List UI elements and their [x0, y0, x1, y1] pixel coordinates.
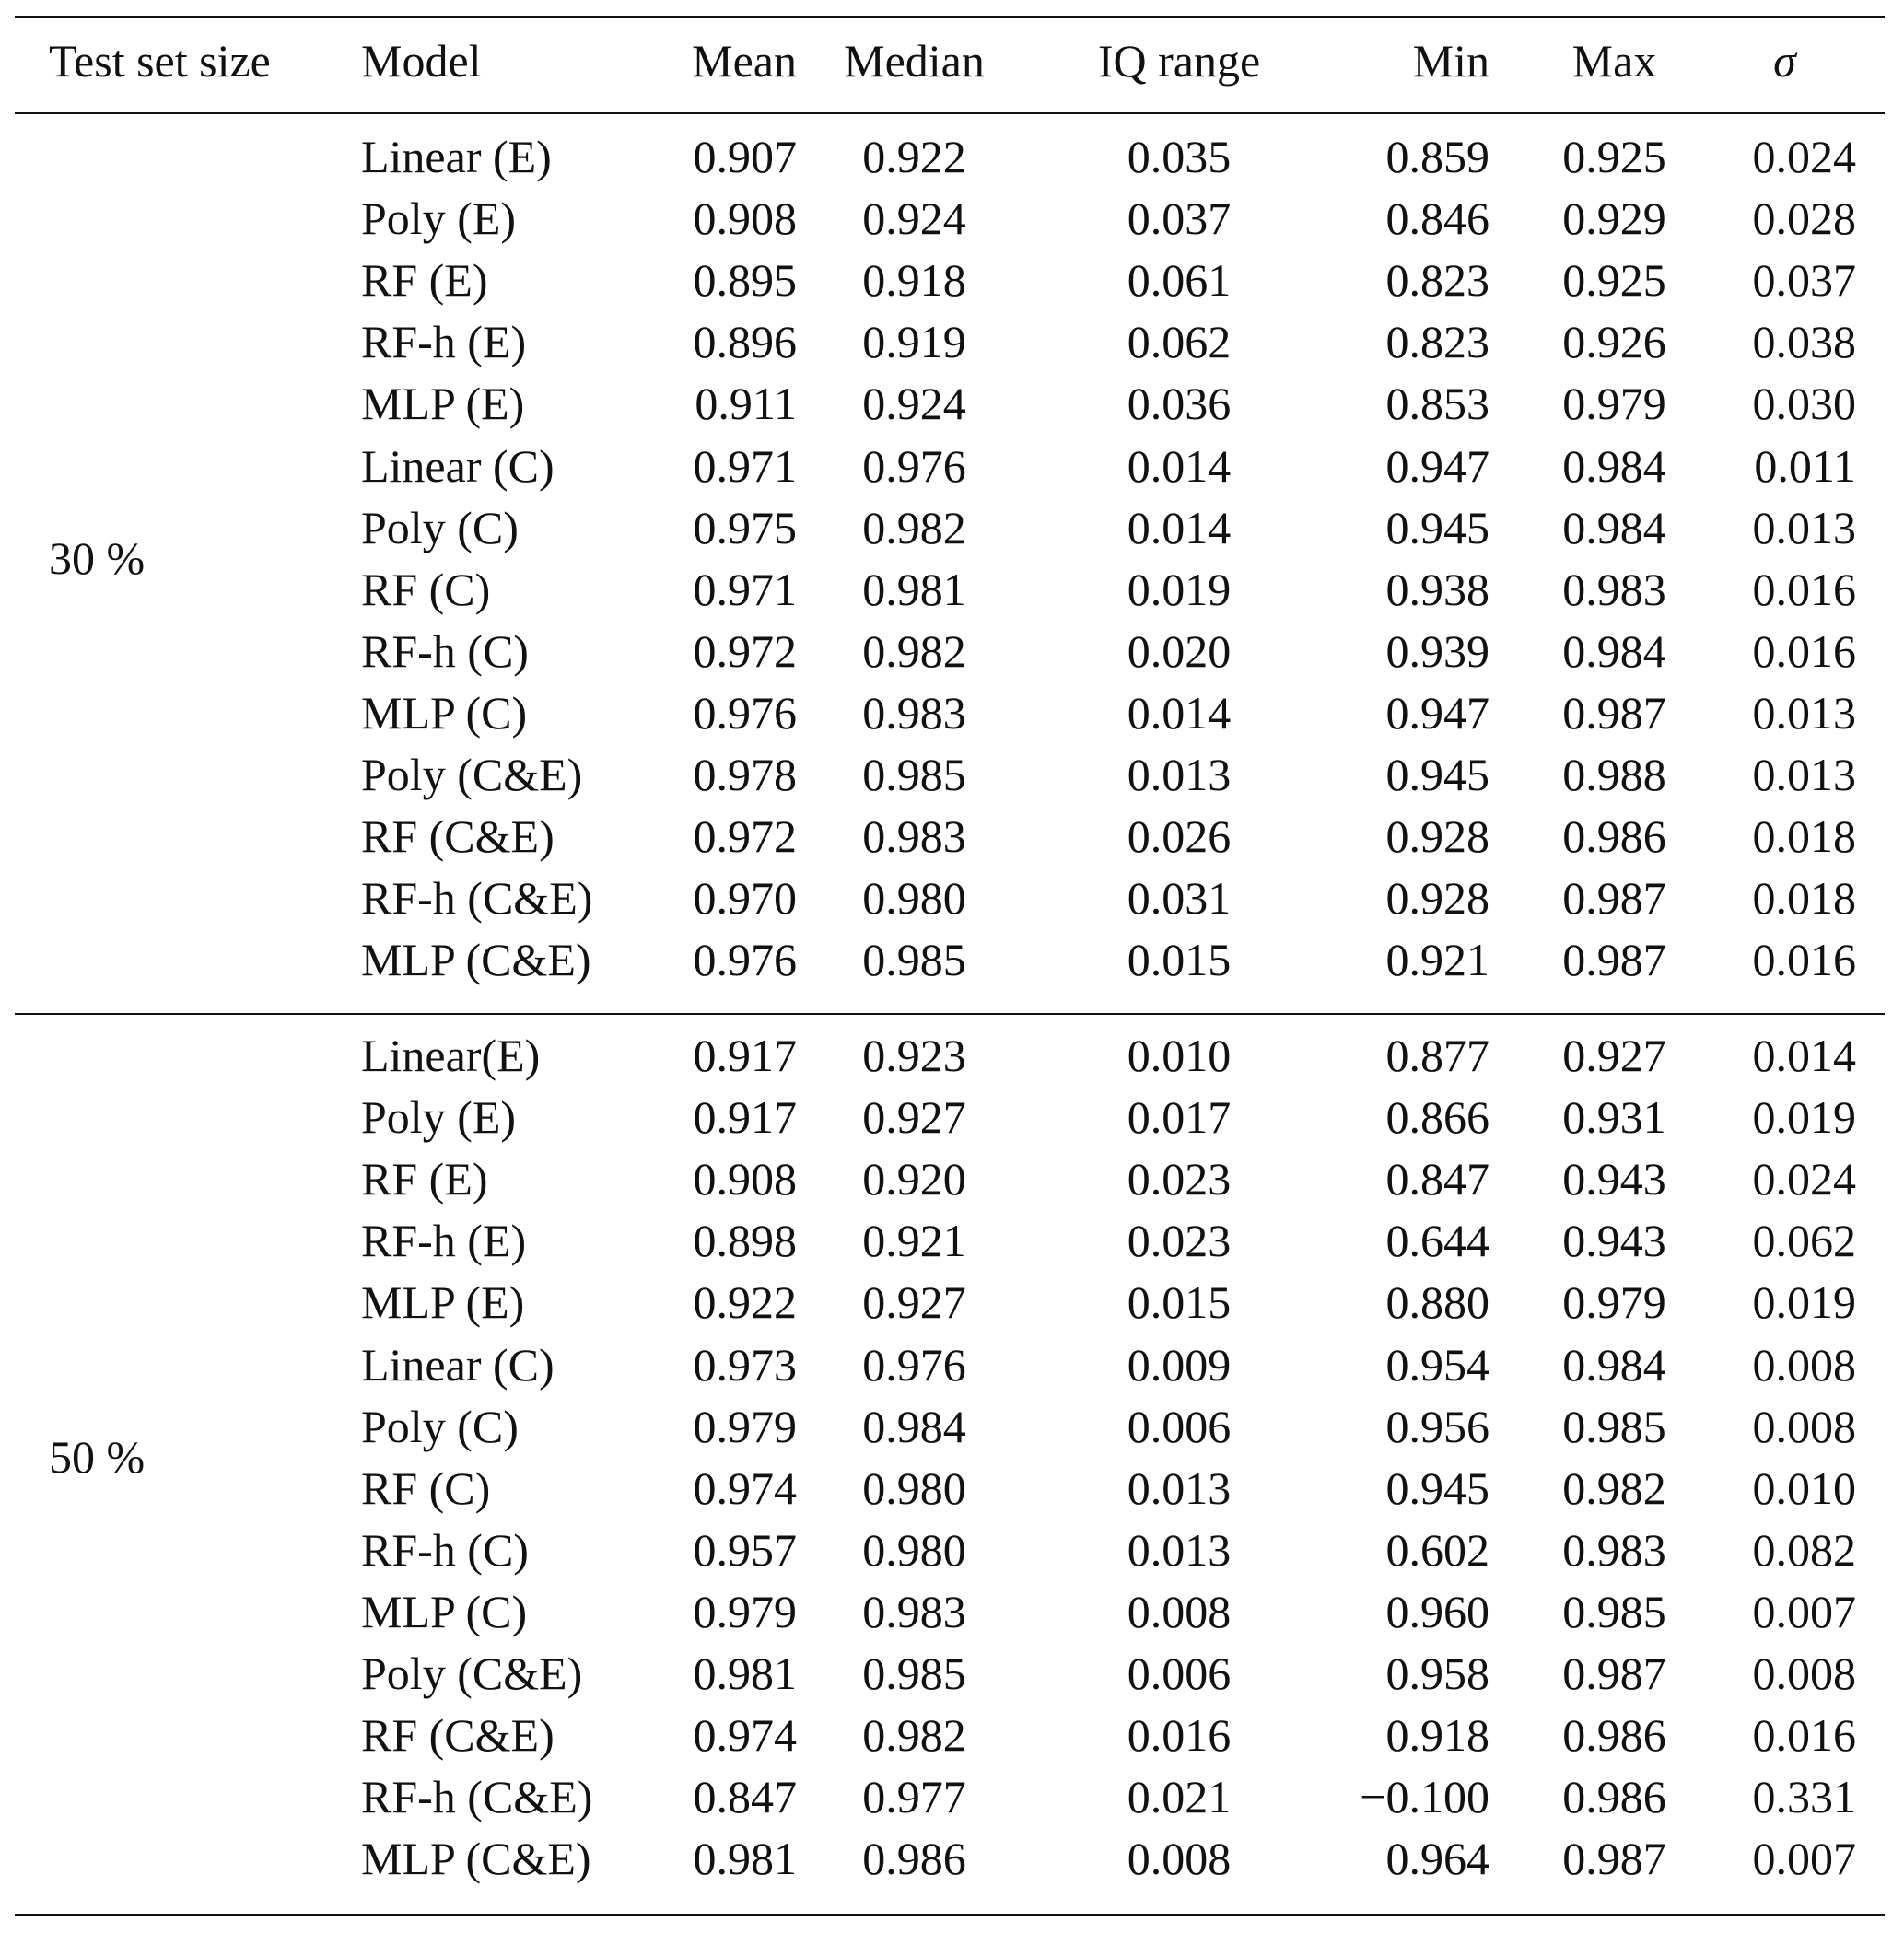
cell-iq-range: 0.009 — [1127, 1338, 1232, 1391]
cell-median: 0.983 — [862, 1585, 966, 1637]
cell-median: 0.924 — [862, 192, 966, 245]
cell-median: 0.918 — [862, 254, 966, 307]
cell-mean: 0.957 — [693, 1523, 797, 1576]
cell-model: Linear (E) — [361, 131, 552, 182]
cell-min: 0.880 — [1385, 1276, 1489, 1329]
cell-sigma: 0.016 — [1752, 563, 1856, 615]
cell-model: Poly (C&E) — [361, 749, 583, 800]
cell-min: 0.644 — [1385, 1215, 1489, 1267]
cell-mean: 0.922 — [693, 1276, 797, 1329]
cell-min: 0.960 — [1385, 1585, 1489, 1637]
cell-model: RF (C&E) — [361, 1709, 555, 1762]
cell-min: 0.964 — [1385, 1833, 1489, 1885]
cell-sigma: 0.016 — [1752, 624, 1856, 677]
header-test-set-size: Test set size — [49, 35, 271, 87]
cell-iq-range: 0.031 — [1127, 872, 1232, 925]
cell-min: 0.847 — [1385, 1153, 1489, 1205]
cell-median: 0.980 — [862, 1461, 966, 1514]
cell-sigma: 0.008 — [1752, 1648, 1856, 1699]
cell-sigma: 0.007 — [1752, 1833, 1856, 1885]
cell-iq-range: 0.017 — [1127, 1091, 1232, 1144]
cell-median: 0.923 — [862, 1030, 966, 1081]
cell-min: 0.956 — [1385, 1400, 1489, 1452]
cell-iq-range: 0.008 — [1127, 1833, 1232, 1885]
cell-model: RF (C) — [361, 563, 491, 615]
cell-sigma: 0.037 — [1752, 254, 1856, 307]
cell-model: RF-h (C&E) — [361, 872, 593, 925]
cell-sigma: 0.018 — [1752, 872, 1856, 925]
cell-model: MLP (C&E) — [361, 934, 591, 986]
cell-median: 0.982 — [862, 501, 966, 553]
cell-min: 0.823 — [1385, 316, 1489, 368]
cell-iq-range: 0.006 — [1127, 1648, 1232, 1699]
cell-iq-range: 0.013 — [1127, 1523, 1232, 1576]
cell-min: 0.853 — [1385, 378, 1489, 430]
cell-model: Poly (E) — [361, 192, 517, 245]
cell-sigma: 0.010 — [1752, 1461, 1856, 1514]
cell-iq-range: 0.021 — [1127, 1771, 1232, 1823]
cell-model: Linear(E) — [361, 1030, 541, 1081]
cell-iq-range: 0.016 — [1127, 1709, 1232, 1762]
cell-mean: 0.973 — [693, 1338, 797, 1391]
cell-model: RF-h (C) — [361, 624, 529, 677]
cell-median: 0.985 — [862, 749, 966, 800]
cell-model: Poly (E) — [361, 1091, 517, 1144]
cell-model: MLP (E) — [361, 378, 525, 430]
cell-model: RF (C&E) — [361, 810, 555, 863]
cell-sigma: 0.082 — [1752, 1523, 1856, 1576]
cell-median: 0.982 — [862, 624, 966, 677]
cell-iq-range: 0.023 — [1127, 1153, 1232, 1205]
cell-iq-range: 0.062 — [1127, 316, 1232, 368]
cell-sigma: 0.024 — [1752, 1153, 1856, 1205]
cell-median: 0.985 — [862, 1648, 966, 1699]
cell-model: MLP (C) — [361, 686, 528, 739]
group-separator-rule — [15, 1013, 1885, 1015]
cell-max: 0.984 — [1562, 1338, 1666, 1391]
cell-mean: 0.974 — [693, 1461, 797, 1514]
cell-model: RF (E) — [361, 1153, 488, 1205]
cell-iq-range: 0.023 — [1127, 1215, 1232, 1267]
cell-max: 0.988 — [1562, 749, 1666, 800]
cell-sigma: 0.331 — [1752, 1771, 1856, 1823]
cell-median: 0.985 — [862, 934, 966, 986]
cell-min: 0.947 — [1385, 439, 1489, 492]
table-top-rule — [15, 16, 1885, 18]
cell-iq-range: 0.035 — [1127, 131, 1232, 182]
cell-mean: 0.976 — [693, 686, 797, 739]
header-model: Model — [361, 35, 482, 87]
cell-median: 0.920 — [862, 1153, 966, 1205]
cell-mean: 0.898 — [693, 1215, 797, 1267]
cell-median: 0.984 — [862, 1400, 966, 1452]
cell-mean: 0.896 — [693, 316, 797, 368]
cell-median: 0.980 — [862, 1523, 966, 1576]
cell-max: 0.984 — [1562, 439, 1666, 492]
cell-median: 0.983 — [862, 686, 966, 739]
cell-min: 0.945 — [1385, 1461, 1489, 1514]
cell-sigma: 0.016 — [1752, 1709, 1856, 1762]
cell-iq-range: 0.036 — [1127, 378, 1232, 430]
cell-median: 0.976 — [862, 439, 966, 492]
cell-min: 0.866 — [1385, 1091, 1489, 1144]
header-max: Max — [1571, 35, 1657, 87]
cell-iq-range: 0.013 — [1127, 749, 1232, 800]
cell-max: 0.925 — [1562, 131, 1666, 182]
cell-iq-range: 0.061 — [1127, 254, 1232, 307]
cell-sigma: 0.062 — [1752, 1215, 1856, 1267]
cell-max: 0.987 — [1562, 1833, 1666, 1885]
cell-min: 0.921 — [1385, 934, 1489, 986]
header-min: Min — [1412, 35, 1489, 87]
test-set-size-label: 30 % — [49, 532, 146, 585]
cell-min: 0.823 — [1385, 254, 1489, 307]
cell-max: 0.987 — [1562, 686, 1666, 739]
cell-min: 0.928 — [1385, 872, 1489, 925]
cell-median: 0.980 — [862, 872, 966, 925]
cell-max: 0.926 — [1562, 316, 1666, 368]
cell-mean: 0.972 — [693, 810, 797, 863]
cell-median: 0.986 — [862, 1833, 966, 1885]
cell-min: 0.945 — [1385, 501, 1489, 553]
cell-max: 0.943 — [1562, 1153, 1666, 1205]
cell-sigma: 0.007 — [1752, 1585, 1856, 1637]
cell-min: 0.877 — [1385, 1030, 1489, 1081]
cell-model: MLP (C&E) — [361, 1833, 591, 1885]
cell-sigma: 0.016 — [1752, 934, 1856, 986]
cell-min: 0.928 — [1385, 810, 1489, 863]
cell-sigma: 0.013 — [1752, 749, 1856, 800]
cell-mean: 0.971 — [693, 439, 797, 492]
cell-mean: 0.976 — [693, 934, 797, 986]
cell-model: RF (C) — [361, 1461, 491, 1514]
cell-min: 0.938 — [1385, 563, 1489, 615]
header-iq-range: IQ range — [1097, 35, 1261, 87]
cell-iq-range: 0.015 — [1127, 1276, 1232, 1329]
cell-min: 0.958 — [1385, 1648, 1489, 1699]
cell-mean: 0.972 — [693, 624, 797, 677]
cell-sigma: 0.038 — [1752, 316, 1856, 368]
cell-iq-range: 0.006 — [1127, 1400, 1232, 1452]
cell-max: 0.927 — [1562, 1030, 1666, 1081]
cell-min: 0.945 — [1385, 749, 1489, 800]
cell-sigma: 0.018 — [1752, 810, 1856, 863]
cell-median: 0.981 — [862, 563, 966, 615]
cell-mean: 0.981 — [693, 1833, 797, 1885]
cell-model: RF (E) — [361, 254, 488, 307]
cell-mean: 0.895 — [693, 254, 797, 307]
cell-mean: 0.975 — [693, 501, 797, 553]
table-bottom-rule — [15, 1914, 1885, 1916]
cell-median: 0.982 — [862, 1709, 966, 1762]
cell-max: 0.986 — [1562, 810, 1666, 863]
cell-model: Poly (C) — [361, 1400, 519, 1452]
cell-median: 0.976 — [862, 1338, 966, 1391]
cell-iq-range: 0.008 — [1127, 1585, 1232, 1637]
cell-model: Poly (C&E) — [361, 1648, 583, 1699]
cell-max: 0.931 — [1562, 1091, 1666, 1144]
cell-iq-range: 0.015 — [1127, 934, 1232, 986]
cell-max: 0.987 — [1562, 1648, 1666, 1699]
cell-max: 0.983 — [1562, 563, 1666, 615]
cell-median: 0.919 — [862, 316, 966, 368]
cell-mean: 0.908 — [693, 192, 797, 245]
header-rule — [15, 112, 1885, 114]
cell-median: 0.927 — [862, 1276, 966, 1329]
cell-mean: 0.970 — [693, 872, 797, 925]
cell-max: 0.986 — [1562, 1709, 1666, 1762]
cell-mean: 0.917 — [693, 1091, 797, 1144]
cell-sigma: 0.024 — [1752, 131, 1856, 182]
cell-sigma: 0.030 — [1752, 378, 1856, 430]
cell-median: 0.922 — [862, 131, 966, 182]
cell-mean: 0.979 — [693, 1585, 797, 1637]
cell-max: 0.984 — [1562, 501, 1666, 553]
cell-min: −0.100 — [1360, 1771, 1489, 1823]
cell-min: 0.918 — [1385, 1709, 1489, 1762]
cell-model: RF-h (E) — [361, 1215, 527, 1267]
cell-model: Linear (C) — [361, 1338, 555, 1391]
cell-mean: 0.981 — [693, 1648, 797, 1699]
cell-mean: 0.907 — [693, 131, 797, 182]
cell-max: 0.982 — [1562, 1461, 1666, 1514]
cell-mean: 0.979 — [693, 1400, 797, 1452]
cell-max: 0.979 — [1562, 1276, 1666, 1329]
cell-model: RF-h (C&E) — [361, 1771, 593, 1823]
cell-model: MLP (E) — [361, 1276, 525, 1329]
cell-model: MLP (C) — [361, 1585, 528, 1637]
cell-sigma: 0.028 — [1752, 192, 1856, 245]
cell-max: 0.984 — [1562, 624, 1666, 677]
cell-mean: 0.911 — [695, 378, 797, 430]
cell-median: 0.977 — [862, 1771, 966, 1823]
cell-median: 0.924 — [862, 378, 966, 430]
cell-min: 0.859 — [1385, 131, 1489, 182]
cell-min: 0.947 — [1385, 686, 1489, 739]
cell-iq-range: 0.026 — [1127, 810, 1232, 863]
cell-min: 0.954 — [1385, 1338, 1489, 1391]
cell-iq-range: 0.019 — [1127, 563, 1232, 615]
cell-median: 0.983 — [862, 810, 966, 863]
cell-iq-range: 0.014 — [1127, 686, 1232, 739]
cell-min: 0.939 — [1385, 624, 1489, 677]
cell-iq-range: 0.014 — [1127, 439, 1232, 492]
cell-max: 0.986 — [1562, 1771, 1666, 1823]
header-sigma: σ — [1773, 35, 1796, 87]
cell-model: RF-h (C) — [361, 1523, 529, 1576]
cell-sigma: 0.019 — [1752, 1276, 1856, 1329]
header-mean: Mean — [692, 35, 797, 87]
cell-mean: 0.974 — [693, 1709, 797, 1762]
test-set-size-label: 50 % — [49, 1431, 146, 1484]
cell-sigma: 0.008 — [1752, 1338, 1856, 1391]
cell-model: RF-h (E) — [361, 316, 527, 368]
cell-sigma: 0.019 — [1752, 1091, 1856, 1144]
cell-min: 0.846 — [1385, 192, 1489, 245]
cell-median: 0.921 — [862, 1215, 966, 1267]
cell-model: Poly (C) — [361, 501, 519, 553]
cell-sigma: 0.013 — [1752, 686, 1856, 739]
cell-mean: 0.917 — [693, 1030, 797, 1081]
cell-sigma: 0.013 — [1752, 501, 1856, 553]
cell-max: 0.987 — [1562, 872, 1666, 925]
cell-mean: 0.971 — [693, 563, 797, 615]
cell-max: 0.985 — [1562, 1585, 1666, 1637]
cell-mean: 0.978 — [693, 749, 797, 800]
cell-max: 0.983 — [1562, 1523, 1666, 1576]
cell-sigma: 0.008 — [1752, 1400, 1856, 1452]
cell-model: Linear (C) — [361, 439, 555, 492]
cell-mean: 0.847 — [693, 1771, 797, 1823]
cell-iq-range: 0.010 — [1127, 1030, 1232, 1081]
cell-iq-range: 0.037 — [1127, 192, 1232, 245]
cell-sigma: 0.014 — [1752, 1030, 1856, 1081]
cell-max: 0.925 — [1562, 254, 1666, 307]
cell-iq-range: 0.014 — [1127, 501, 1232, 553]
cell-max: 0.929 — [1562, 192, 1666, 245]
cell-iq-range: 0.013 — [1127, 1461, 1232, 1514]
cell-mean: 0.908 — [693, 1153, 797, 1205]
cell-max: 0.987 — [1562, 934, 1666, 986]
cell-sigma: 0.011 — [1754, 439, 1856, 492]
cell-min: 0.602 — [1385, 1523, 1489, 1576]
cell-iq-range: 0.020 — [1127, 624, 1232, 677]
header-median: Median — [844, 35, 985, 87]
cell-max: 0.985 — [1562, 1400, 1666, 1452]
cell-max: 0.979 — [1562, 378, 1666, 430]
cell-max: 0.943 — [1562, 1215, 1666, 1267]
cell-median: 0.927 — [862, 1091, 966, 1144]
